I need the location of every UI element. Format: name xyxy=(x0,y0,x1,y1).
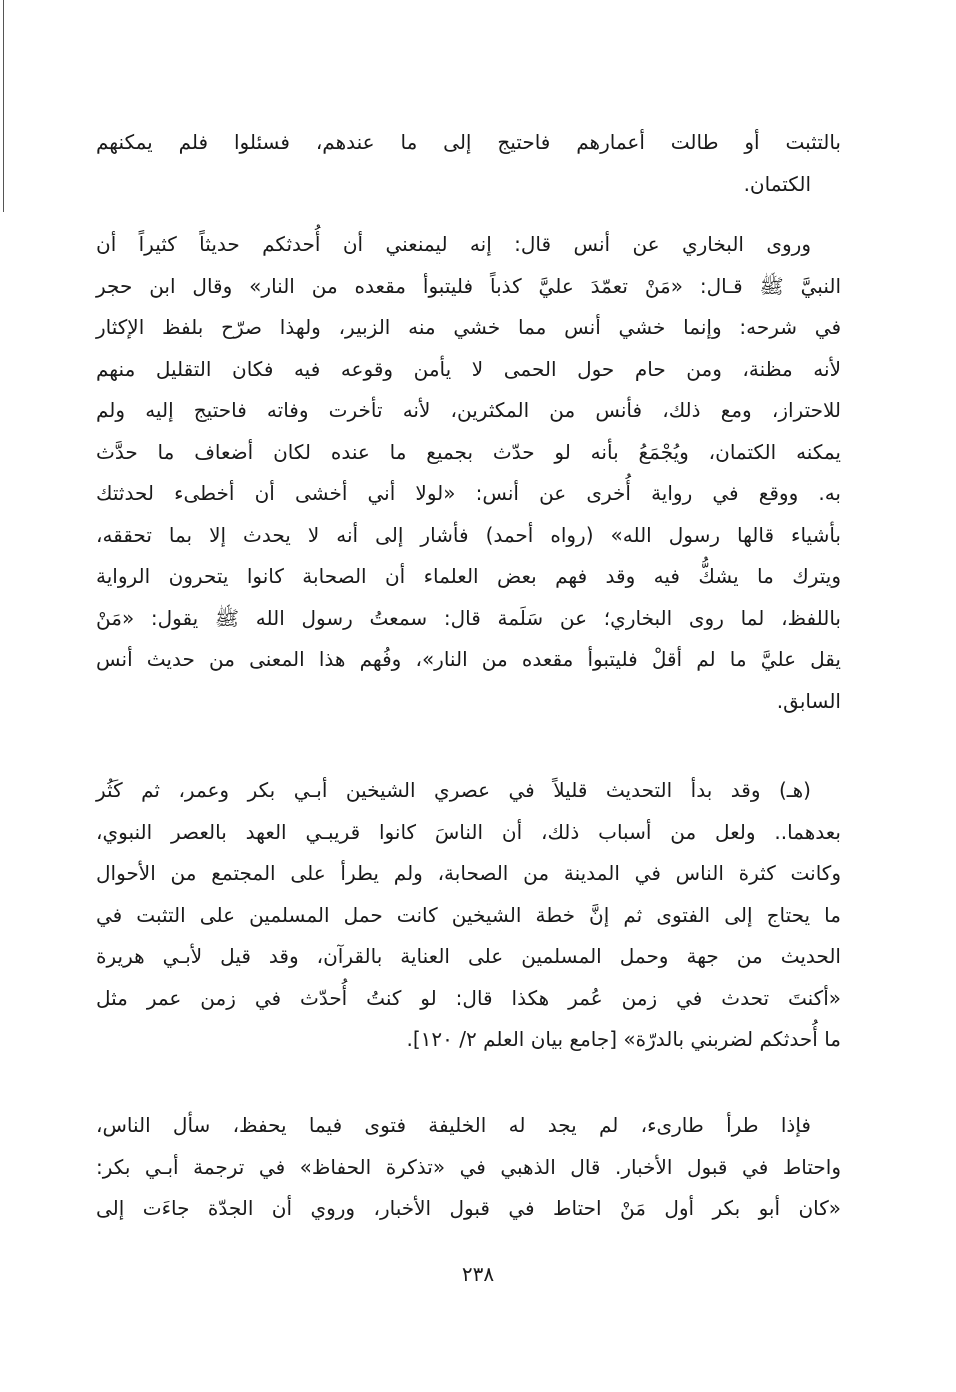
text-line: بالتثبت أو طالت أعمارهم فاحتيج إلى ما عندهم، فسئلوا فلم يمكنهم xyxy=(96,130,841,154)
text-line: «كان أبو بكر أول مَنْ احتاط في قبول الأخبار، وروي أن الجدّة جاءَت إلى xyxy=(96,1196,841,1220)
text-line: في شرحه: وإنما خشي أنس مما خشي منه الزبير، ولهذا صرّح بلفظ الإكثار xyxy=(96,315,841,339)
text-line: ويترك ما يشكُّ فيه وقد فهم بعض العلماء أن الصحابة كانوا يتحرون الرواية xyxy=(96,564,841,588)
text-line: الكتمان. xyxy=(743,171,811,196)
text-line: فإذا طرأ طارىء، لم يجد له الخليفة فتوى فيما يحفظ، سأل الناس، xyxy=(96,1113,811,1137)
text-line: يقل عليَّ ما لم أقلْ فليتبوأ مقعده من النار»، وفُهم هذا المعنى من حديث أنس xyxy=(96,647,841,671)
text-line: بعدهما.. ولعل من أسباب ذلك، أن الناسَ كانوا قريبـي العهد بالعصر النبوي، xyxy=(96,819,841,844)
text-line: لأنه مظنة، ومن حام حول الحمى لا يأمن وقوعه فيه فكان التقليل منهم xyxy=(96,356,841,381)
text-line: وكانت كثرة الناس في المدينة من الصحابة، ولم يطرأ على المجتمع من الأحوال xyxy=(96,861,841,885)
text-line: واحتاط في قبول الأخبار. قال الذهبي في «تذكرة الحفاظ» في ترجمة أبـي بكر: xyxy=(96,1154,841,1179)
paragraph-4 xyxy=(96,1105,841,1230)
text-line: (هـ) وقد بدأ التحديث قليلاً في عصري الشيخين أبـي بكر وعمر، ثم كَثُر xyxy=(96,778,811,802)
text-line: «أكنتَ تحدث في زمن عُمر هكذا قال: لو كنتُ أُحدّث في زمن عمر مثل xyxy=(96,985,841,1010)
text-line: النبيَّ ﷺ قـال: «مَنْ تعمّدَ عليَّ كذباً فليتبوأ مقعده من النار» وقال ابن حجر xyxy=(96,273,841,298)
text-line: ما أُحدثكم لضربني بالدرّة» [جامع بيان العلم ٢/ ١٢٠]. xyxy=(406,1027,841,1051)
text-line: بأشياء قالها رسول الله» (رواه أحمد) فأشار إلى أنه لا يحدث إلا بما تحققه، xyxy=(96,522,841,547)
text-line: وروى البخاري عن أنس قال: إنه ليمنعني أن أُحدثكم حديثاً كثيراً أن xyxy=(96,232,811,256)
text-line: به. ووقع في رواية أُخرى عن أنس: «لولا أني أخشى أن أخطىء لحدثتك xyxy=(96,481,841,505)
scan-edge-line xyxy=(3,0,4,212)
text-line: باللفظ، لما روى البخاري؛ عن سَلَمة قال: سمعتُ رسول الله ﷺ يقول: «مَنْ xyxy=(96,605,841,630)
paragraph-3 xyxy=(96,770,841,1061)
paragraph-1 xyxy=(96,122,841,205)
text-line: ما يحتاج إلى الفتوى ثم إنَّ خطة الشيخين كانت حمل المسلمين على التثبت في xyxy=(96,902,841,927)
paragraph-2 xyxy=(96,224,841,722)
text-line: للاحتراز، ومع ذلك، فأنس من المكثرين، لأنه تأخرت وفاته فاحتيج إليه ولم xyxy=(96,398,841,422)
text-line: يمكنه الكتمان، ويُجْمَعُ بأنه لو حدّث بجميع ما عنده لكان أضعاف ما حدَّث xyxy=(96,439,841,464)
page-number: ٢٣٨ xyxy=(461,1262,495,1286)
text-line: السابق. xyxy=(776,688,841,713)
text-line: الحديث من جهة وحمل المسلمين على العناية بالقرآن، وقد قيل لأبـي هريرة xyxy=(96,944,841,968)
